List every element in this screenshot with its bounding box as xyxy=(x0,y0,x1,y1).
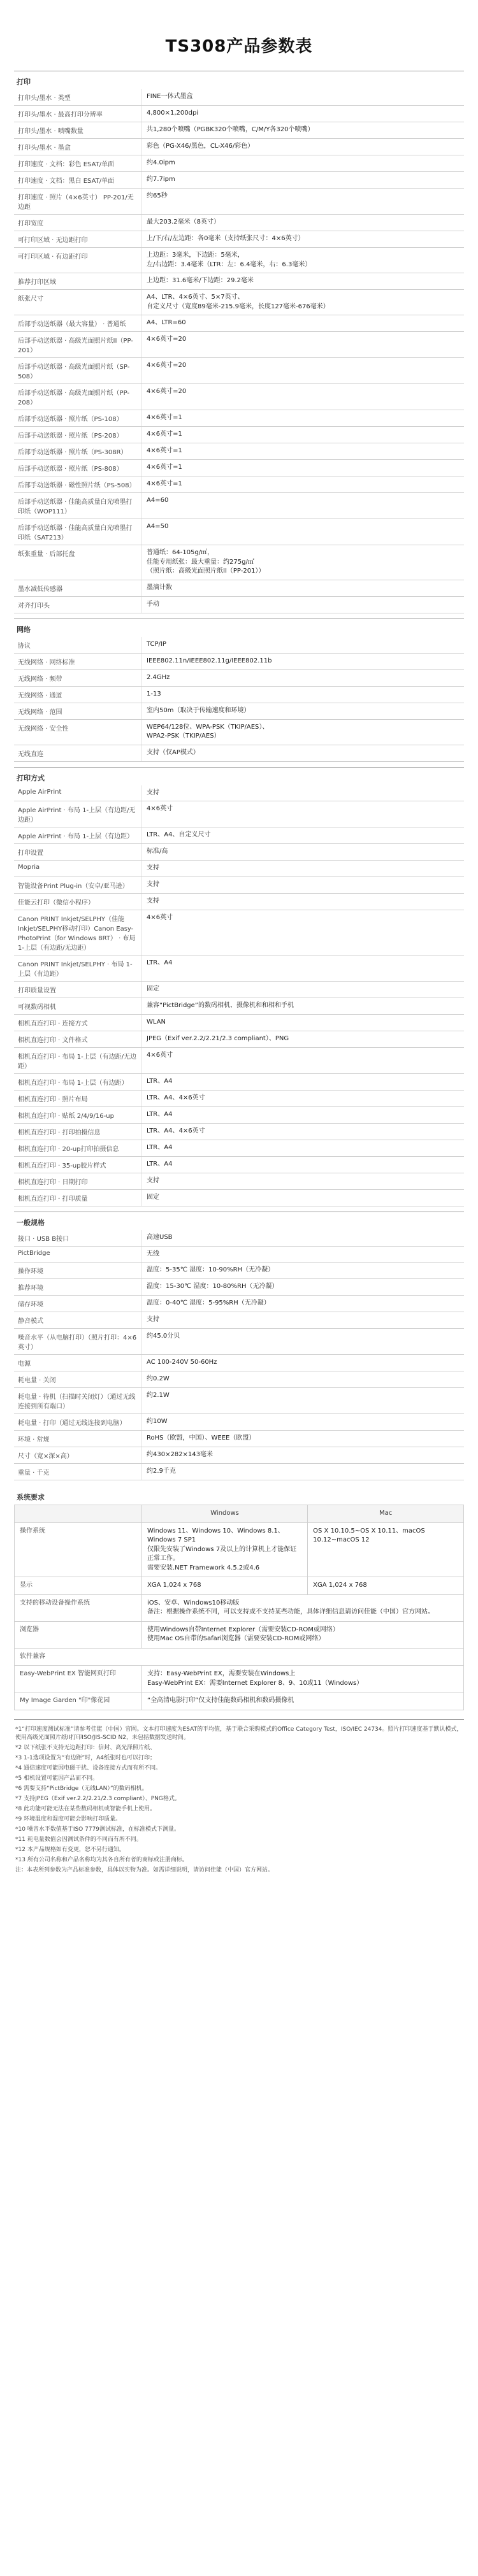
spec-row xyxy=(14,877,464,894)
spec-row xyxy=(14,1074,464,1091)
system-display-row xyxy=(15,1577,464,1595)
spec-label: 相机直连打印 · 打印拍摄信息 xyxy=(14,1124,141,1140)
spec-label: Mopria xyxy=(14,861,141,877)
spec-row xyxy=(14,410,464,427)
spec-value: 约10W xyxy=(147,1418,168,1425)
spec-label: 后部手动送纸器 · 照片纸（PS-808） xyxy=(14,460,141,476)
system-heading: 系统要求 xyxy=(17,1493,45,1501)
spec-label: 无线网络 · 频带 xyxy=(14,670,141,686)
spec-value: 支持（仅AP模式） xyxy=(147,748,199,756)
spec-row xyxy=(14,460,464,476)
spec-row xyxy=(14,844,464,861)
spec-row xyxy=(14,827,464,844)
spec-value: AC 100-240V 50-60Hz xyxy=(147,1359,217,1366)
spec-label: Canon PRINT Inkjet/SELPHY · 布局 1-上层（有边距） xyxy=(14,955,141,981)
spec-label: 无线网络 · 范围 xyxy=(14,703,141,719)
spec-row xyxy=(14,315,464,332)
spec-label: 静音模式 xyxy=(14,1312,141,1328)
spec-value: 4×6英寸=1 xyxy=(147,480,182,487)
os-label: 操作系统 xyxy=(15,1522,142,1577)
spec-value: 1-13 xyxy=(147,690,161,698)
spec-row xyxy=(14,580,464,597)
spec-label: 相机直连打印 · 文件格式 xyxy=(14,1031,141,1047)
spec-row xyxy=(14,745,464,762)
spec-label: Canon PRINT Inkjet/SELPHY（佳能Inkjet/SELPHY移动打印）Canon Easy-PhotoPrint（for Windows 8RT） · 布局 1-上层（有边距/无边距） xyxy=(14,910,141,955)
section-heading: 打印方式 xyxy=(17,773,45,782)
browser-value: 使用Windows自带Internet Explorer（需要安装CD-ROM或网络） 使用Mac OS自带的Safari浏览器（需要安装CD-ROM或网络） xyxy=(142,1621,464,1648)
spec-label: 电源 xyxy=(14,1355,141,1371)
spec-row xyxy=(14,1371,464,1388)
spec-row xyxy=(14,637,464,654)
spec-label: 佳能云打印（微信小程序） xyxy=(14,894,141,910)
footnote: *6 需要支持“PictBridge（无线LAN）”的数码相机。 xyxy=(15,1785,148,1792)
os-mac: OS X 10.10.5~OS X 10.11、macOS 10.12~macOS 12 xyxy=(308,1522,464,1577)
software-rows xyxy=(15,1666,464,1710)
spec-row xyxy=(14,1414,464,1431)
spec-row xyxy=(14,670,464,687)
software-value: “全高清电影打印”仅支持佳能数码相机和数码摄像机 xyxy=(142,1692,464,1710)
footnotes xyxy=(14,1719,464,1876)
spec-label: 储存环境 xyxy=(14,1296,141,1312)
display-label: 显示 xyxy=(15,1577,142,1595)
footnote: *2 以下纸张不支持无边距打印：信封、高光泽照片纸、 xyxy=(15,1745,156,1752)
mobile-label: 支持的移动设备操作系统 xyxy=(15,1594,142,1621)
spec-value: WEP64/128位、WPA-PSK（TKIP/AES）、 WPA2-PSK（TKIP/AES） xyxy=(147,723,269,740)
spec-value: 标准/高 xyxy=(147,848,168,855)
spec-label: 相机直连打印 · 布局 1-上层（有边距/无边距） xyxy=(14,1048,141,1073)
spec-value: 普通纸：64-105g/㎡， 佳能专用纸张：最大重量：约275g/㎡ （照片纸：高级光面照片纸II（PP-201）） xyxy=(147,549,265,575)
spec-label: 相机直连打印 · 照片布局 xyxy=(14,1091,141,1106)
spec-label: Apple AirPrint xyxy=(14,785,141,801)
spec-value: 约7.7ipm xyxy=(147,176,175,183)
system-os-row xyxy=(15,1522,464,1577)
display-mac: XGA 1,024 x 768 xyxy=(308,1577,464,1595)
spec-value: 最大203.2毫米（8英寸） xyxy=(147,218,220,225)
spec-row xyxy=(14,189,464,215)
spec-value: 固定 xyxy=(147,1193,159,1201)
spec-label: 后部手动送纸器 · 高级光面照片纸II（PP-201） xyxy=(14,332,141,357)
spec-label: Apple AirPrint · 布局 1-上层（有边距） xyxy=(14,827,141,843)
spec-label: 相机直连打印 · 打印质量 xyxy=(14,1190,141,1206)
footnote: *7 支持JPEG（Exif ver.2.2/2.21/2.3 compliant）、PNG格式。 xyxy=(15,1796,180,1803)
footnote: *4 通信速度可能因电磁干扰、设备连接方式而有所不同。 xyxy=(15,1765,162,1772)
spec-label: 打印头/墨水 · 墨盒 xyxy=(14,139,141,155)
spec-value: 4×6英寸=1 xyxy=(147,414,182,421)
spec-label: 可打印区域 · 有边距打印 xyxy=(14,248,141,273)
spec-value: 4×6英寸=1 xyxy=(147,464,182,471)
spec-value: 4×6英寸=1 xyxy=(147,431,182,438)
spec-sections xyxy=(14,71,464,1480)
spec-value: RoHS（欧盟，中国）、WEEE（欧盟） xyxy=(147,1435,256,1442)
spec-row xyxy=(14,703,464,720)
software-label: 软件兼容 xyxy=(15,1648,464,1666)
software-row xyxy=(15,1692,464,1710)
system-requirements xyxy=(14,1487,464,1710)
spec-value: 温度：5-35℃ 湿度：10-90%RH（无冷凝） xyxy=(147,1266,275,1273)
spec-value: A4、LTR=60 xyxy=(147,319,186,326)
spec-label: 墨水减低传感器 xyxy=(14,580,141,596)
system-header-row xyxy=(15,1505,464,1523)
spec-label: 可打印区域 · 无边距打印 xyxy=(14,231,141,247)
spec-value: LTR、A4 xyxy=(147,959,173,966)
spec-row xyxy=(14,955,464,982)
mobile-value: iOS、安卓、Windows10移动版 备注：根据操作系统不同，可以支持或不支持某些功能，具体详细信息请访问佳能（中国）官方网站。 xyxy=(142,1594,464,1621)
spec-row xyxy=(14,894,464,910)
spec-value: 无线 xyxy=(147,1250,159,1257)
spec-row xyxy=(14,358,464,384)
spec-value: 支持 xyxy=(147,864,159,871)
spec-label: 后部手动送纸器 · 照片纸（PS-308R） xyxy=(14,443,141,459)
spec-row xyxy=(14,332,464,358)
spec-value: A4、LTR、4×6英寸、5×7英寸、 自定义尺寸（宽度89毫米-215.9毫米，长度127毫米-676毫米） xyxy=(147,294,330,310)
spec-row xyxy=(14,545,464,580)
spec-value: 上边距：3毫米，下边距：5毫米， 左/右边距：3.4毫米（LTR：左：6.4毫米，右：6.3毫米） xyxy=(147,252,312,268)
display-windows: XGA 1,024 x 768 xyxy=(142,1577,308,1595)
spec-row xyxy=(14,1140,464,1157)
spec-label: 推荐环境 xyxy=(14,1279,141,1295)
spec-label: 耗电量 · 待机（扫描时关闭灯）（通过无线连接到所有端口） xyxy=(14,1388,141,1413)
spec-label: 操作环境 xyxy=(14,1263,141,1278)
spec-row xyxy=(14,427,464,443)
spec-row xyxy=(14,1329,464,1355)
footnote: *13 所有公司名称和产品名称均为其各自所有者的商标或注册商标。 xyxy=(15,1856,188,1863)
spec-value: A4=60 xyxy=(147,497,169,504)
spec-value: 约65秒 xyxy=(147,192,168,199)
spec-value: 约2.9千克 xyxy=(147,1468,176,1475)
page-title: TS308产品参数表 xyxy=(165,37,313,56)
footnote: *10 噪音水平数值基于ISO 7779测试标准，在标准模式下测量。 xyxy=(15,1826,180,1833)
spec-row xyxy=(14,1388,464,1414)
spec-value: 约0.2W xyxy=(147,1375,170,1382)
spec-row xyxy=(14,1355,464,1371)
spec-value: FINE一体式墨盒 xyxy=(147,93,193,100)
system-col-mac: Mac xyxy=(308,1505,464,1523)
spec-label: 环境 · 常规 xyxy=(14,1431,141,1447)
spec-label: 协议 xyxy=(14,637,141,653)
spec-label: 后部手动送纸器 · 佳能高质量白光喷墨打印纸（SAT213） xyxy=(14,519,141,545)
footnote: *8 此功能可能无法在某些数码相机或智能手机上使用。 xyxy=(15,1806,156,1812)
spec-label: 后部手动送纸器 · 高级光面照片纸（SP-508） xyxy=(14,358,141,383)
spec-value: 彩色（PG-X46/黑色，CL-X46/彩色） xyxy=(147,143,254,150)
spec-label: 相机直连打印 · 20-up打印拍摄信息 xyxy=(14,1140,141,1156)
spec-label: 无线网络 · 网络标准 xyxy=(14,654,141,669)
system-table xyxy=(14,1505,464,1710)
spec-value: 4×6英寸 xyxy=(147,913,173,921)
spec-row xyxy=(14,139,464,155)
spec-row xyxy=(14,476,464,493)
spec-row xyxy=(14,1107,464,1124)
spec-label: 打印速度 · 照片（4×6英寸） PP-201/无边距 xyxy=(14,189,141,214)
section-heading: 一般规格 xyxy=(17,1218,45,1227)
spec-row xyxy=(14,172,464,189)
spec-row xyxy=(14,1173,464,1190)
software-row xyxy=(15,1666,464,1692)
spec-row xyxy=(14,1015,464,1031)
software-name: Easy-WebPrint EX 智能网页打印 xyxy=(15,1666,142,1692)
spec-value: LTR、A4 xyxy=(147,1160,173,1168)
spec-value: 约430×282×143毫米 xyxy=(147,1451,214,1458)
footnote: *5 相机设置可能因产品而不同。 xyxy=(15,1775,99,1782)
spec-value: LTR、A4、4×6英寸 xyxy=(147,1127,205,1134)
spec-row xyxy=(14,785,464,802)
spec-label: 耗电量 · 关闭 xyxy=(14,1371,141,1387)
spec-row xyxy=(14,89,464,106)
spec-value: 高速USB xyxy=(147,1233,173,1241)
spec-value: IEEE802.11n/IEEE802.11g/IEEE802.11b xyxy=(147,657,272,664)
spec-row xyxy=(14,273,464,290)
spec-label: 噪音水平（从电脑打印）（照片打印：4×6英寸） xyxy=(14,1329,141,1354)
spec-label: 后部手动送纸器 · 高级光面照片纸（PP-208） xyxy=(14,384,141,410)
spec-row xyxy=(14,1031,464,1048)
spec-row xyxy=(14,910,464,955)
spec-label: 推荐打印区域 xyxy=(14,273,141,289)
system-mobile-row xyxy=(15,1594,464,1621)
spec-value: 上边距：31.6毫米/下边距：29.2毫米 xyxy=(147,277,254,284)
spec-section xyxy=(14,71,464,613)
spec-value: 支持 xyxy=(147,1316,159,1323)
spec-row xyxy=(14,519,464,545)
spec-value: TCP/IP xyxy=(147,640,166,648)
spec-row xyxy=(14,443,464,460)
spec-value: 支持 xyxy=(147,897,159,905)
spec-row xyxy=(14,248,464,273)
spec-row xyxy=(14,215,464,231)
spec-value: 2.4GHz xyxy=(147,673,170,681)
spec-row xyxy=(14,1464,464,1480)
spec-section xyxy=(14,1212,464,1481)
spec-label: 打印宽度 xyxy=(14,215,141,231)
spec-value: 兼容“PictBridge”的数码相机、摄像机和和相和手机 xyxy=(147,1001,294,1009)
spec-row xyxy=(14,1279,464,1296)
spec-row xyxy=(14,1296,464,1312)
spec-label: 无线直连 xyxy=(14,745,141,761)
spec-value: 约45.0分贝 xyxy=(147,1333,180,1340)
footnote: 注：本表所列参数为产品标准参数，具体以实物为准。如需详细说明，请访问佳能（中国）官方网站。 xyxy=(15,1866,274,1873)
spec-row xyxy=(14,1124,464,1140)
spec-row xyxy=(14,720,464,745)
spec-section xyxy=(14,619,464,762)
spec-row xyxy=(14,1048,464,1074)
spec-value: 4×6英寸 xyxy=(147,1051,173,1059)
footnote: *9 环境温度和湿度可能会影响打印质量。 xyxy=(15,1815,122,1822)
spec-section xyxy=(14,767,464,1206)
spec-row xyxy=(14,1312,464,1329)
software-name: My Image Garden "印"像花园 xyxy=(15,1692,142,1710)
spec-value: 上/下/右/左边距：各0毫米（支持纸张尺寸：4×6英寸） xyxy=(147,235,305,242)
spec-row xyxy=(14,1091,464,1107)
spec-label: 打印设置 xyxy=(14,844,141,860)
spec-row xyxy=(14,1157,464,1173)
spec-row xyxy=(14,982,464,998)
spec-value: 固定 xyxy=(147,985,159,992)
footnote: *3 1-1选项设置为“有边距”时，A4纸张时也可以打印； xyxy=(15,1755,156,1762)
spec-label: Apple AirPrint · 布局 1-上层（有边距/无边距） xyxy=(14,801,141,827)
spec-row xyxy=(14,1431,464,1447)
spec-label: 打印质量设置 xyxy=(14,982,141,998)
spec-label: 打印头/墨水 · 类型 xyxy=(14,89,141,105)
spec-label: 纸张重量 · 后部托盘 xyxy=(14,545,141,580)
spec-value: 温度：0-40℃ 湿度：5-95%RH（无冷凝） xyxy=(147,1299,270,1306)
spec-row xyxy=(14,801,464,827)
os-windows: Windows 11、Windows 10、Windows 8.1、Windows 7 SP1 仅限先安装了Windows 7及以上的计算机上才能保证正常工作。 需要安装.NET Framework 4.5.2或4.6 xyxy=(142,1522,308,1577)
spec-row xyxy=(14,384,464,410)
spec-value: 支持 xyxy=(147,880,159,888)
spec-row xyxy=(14,1263,464,1279)
spec-label: 可视数码相机 xyxy=(14,998,141,1014)
system-corner-cell xyxy=(15,1505,142,1523)
system-browser-row xyxy=(15,1621,464,1648)
spec-value: 4×6英寸=1 xyxy=(147,447,182,454)
spec-value: 墨滴计数 xyxy=(147,583,172,591)
spec-row xyxy=(14,122,464,139)
spec-value: 支持 xyxy=(147,1177,159,1184)
spec-label: 相机直连打印 · 贴纸 2/4/9/16-up xyxy=(14,1107,141,1123)
spec-value: 约4.0ipm xyxy=(147,159,175,166)
spec-value: 手动 xyxy=(147,600,159,608)
spec-value: 4,800×1,200dpi xyxy=(147,110,199,117)
spec-value: LTR、A4 xyxy=(147,1110,173,1118)
spec-label: 耗电量 · 打印（通过无线连接到电脑） xyxy=(14,1414,141,1430)
spec-value: LTR、A4 xyxy=(147,1077,173,1085)
spec-label: 重量 · 千克 xyxy=(14,1464,141,1480)
spec-label: 打印头/墨水 · 喷嘴数量 xyxy=(14,122,141,138)
spec-row xyxy=(14,1190,464,1206)
spec-label: 相机直连打印 · 日期打印 xyxy=(14,1173,141,1189)
spec-row xyxy=(14,155,464,172)
spec-label: 相机直连打印 · 布局 1-上层（有边距） xyxy=(14,1074,141,1090)
spec-row xyxy=(14,1247,464,1263)
section-heading: 网络 xyxy=(17,625,31,634)
spec-row xyxy=(14,231,464,248)
system-col-windows: Windows xyxy=(142,1505,308,1523)
spec-value: LTR、A4、4×6英寸 xyxy=(147,1094,205,1101)
spec-label: 无线网络 · 安全性 xyxy=(14,720,141,745)
footnote: *11 耗电量数值会因测试条件的不同而有所不同。 xyxy=(15,1836,142,1843)
spec-label: 尺寸（宽×深×高） xyxy=(14,1447,141,1463)
footnote: *1“打印速度测试标准”请参考佳能（中国）官网。文本打印速度为ESAT的平均值，基于联合采购模式的Office Category Test，ISO/IEC 24734。照片打印速度基于默认模式，使用高级光面照片纸II打印ISO/JIS-SCID N2，未包括数据发送时间。 xyxy=(15,1726,463,1742)
system-software-head-row xyxy=(15,1648,464,1666)
footnote: *12 本产品规格如有变更，恕不另行通知。 xyxy=(15,1846,125,1853)
spec-value: WLAN xyxy=(147,1018,166,1026)
spec-value: A4=50 xyxy=(147,523,169,530)
spec-label: 接口 · USB B接口 xyxy=(14,1230,141,1246)
spec-label: 后部手动送纸器 · 磁性照片纸（PS-508） xyxy=(14,476,141,492)
spec-value: 4×6英寸=20 xyxy=(147,362,187,369)
browser-label: 浏览器 xyxy=(15,1621,142,1648)
spec-value: 支持 xyxy=(147,789,159,796)
spec-value: LTR、A4、自定义尺寸 xyxy=(147,831,211,838)
spec-value: JPEG（Exif ver.2.2/2.21/2.3 compliant）、PNG xyxy=(147,1034,289,1042)
spec-label: 后部手动送纸器 · 佳能高质量白光喷墨打印纸（WOP111） xyxy=(14,493,141,519)
spec-row xyxy=(14,493,464,519)
spec-row xyxy=(14,998,464,1015)
spec-label: 打印头/墨水 · 最高打印分辨率 xyxy=(14,106,141,122)
section-heading: 打印 xyxy=(17,78,31,86)
spec-label: 打印速度 · 文档：彩色 ESAT/单面 xyxy=(14,155,141,171)
spec-label: 打印速度 · 文档：黑白 ESAT/单面 xyxy=(14,172,141,188)
spec-row xyxy=(14,106,464,122)
spec-value: 约2.1W xyxy=(147,1392,170,1399)
spec-row xyxy=(14,861,464,877)
spec-value: 4×6英寸=20 xyxy=(147,388,187,395)
spec-row xyxy=(14,687,464,703)
spec-row xyxy=(14,1230,464,1247)
spec-label: 后部手动送纸器 · 照片纸（PS-108） xyxy=(14,410,141,426)
spec-label: 相机直连打印 · 连接方式 xyxy=(14,1015,141,1031)
spec-row xyxy=(14,597,464,613)
spec-value: 温度：15-30℃ 湿度：10-80%RH（无冷凝） xyxy=(147,1283,279,1290)
spec-label: PictBridge xyxy=(14,1247,141,1263)
spec-row xyxy=(14,654,464,670)
spec-label: 智能设备Print Plug-in（安卓/亚马逊） xyxy=(14,877,141,893)
spec-value: 4×6英寸=20 xyxy=(147,336,187,343)
spec-row xyxy=(14,1447,464,1464)
spec-label: 无线网络 · 通道 xyxy=(14,687,141,703)
software-value: 支持：Easy-WebPrint EX，需要安装在Windows上 Easy-WebPrint EX：需要Internet Explorer 8、9、10或11（Windows） xyxy=(142,1666,464,1692)
spec-label: 纸张尺寸 xyxy=(14,290,141,315)
spec-value: 4×6英寸 xyxy=(147,805,173,812)
spec-value: 室内50m（取决于传输速度和环境） xyxy=(147,706,250,714)
spec-label: 对齐打印头 xyxy=(14,597,141,613)
spec-value: LTR、A4 xyxy=(147,1143,173,1151)
spec-value: 共1,280个喷嘴（PGBK320个喷嘴，C/M/Y各320个喷嘴） xyxy=(147,126,314,133)
spec-label: 后部手动送纸器 · 照片纸（PS-208） xyxy=(14,427,141,443)
spec-label: 相机直连打印 · 35-up胶片样式 xyxy=(14,1157,141,1173)
spec-row xyxy=(14,290,464,315)
spec-label: 后部手动送纸器（最大容量） · 普通纸 xyxy=(14,315,141,331)
